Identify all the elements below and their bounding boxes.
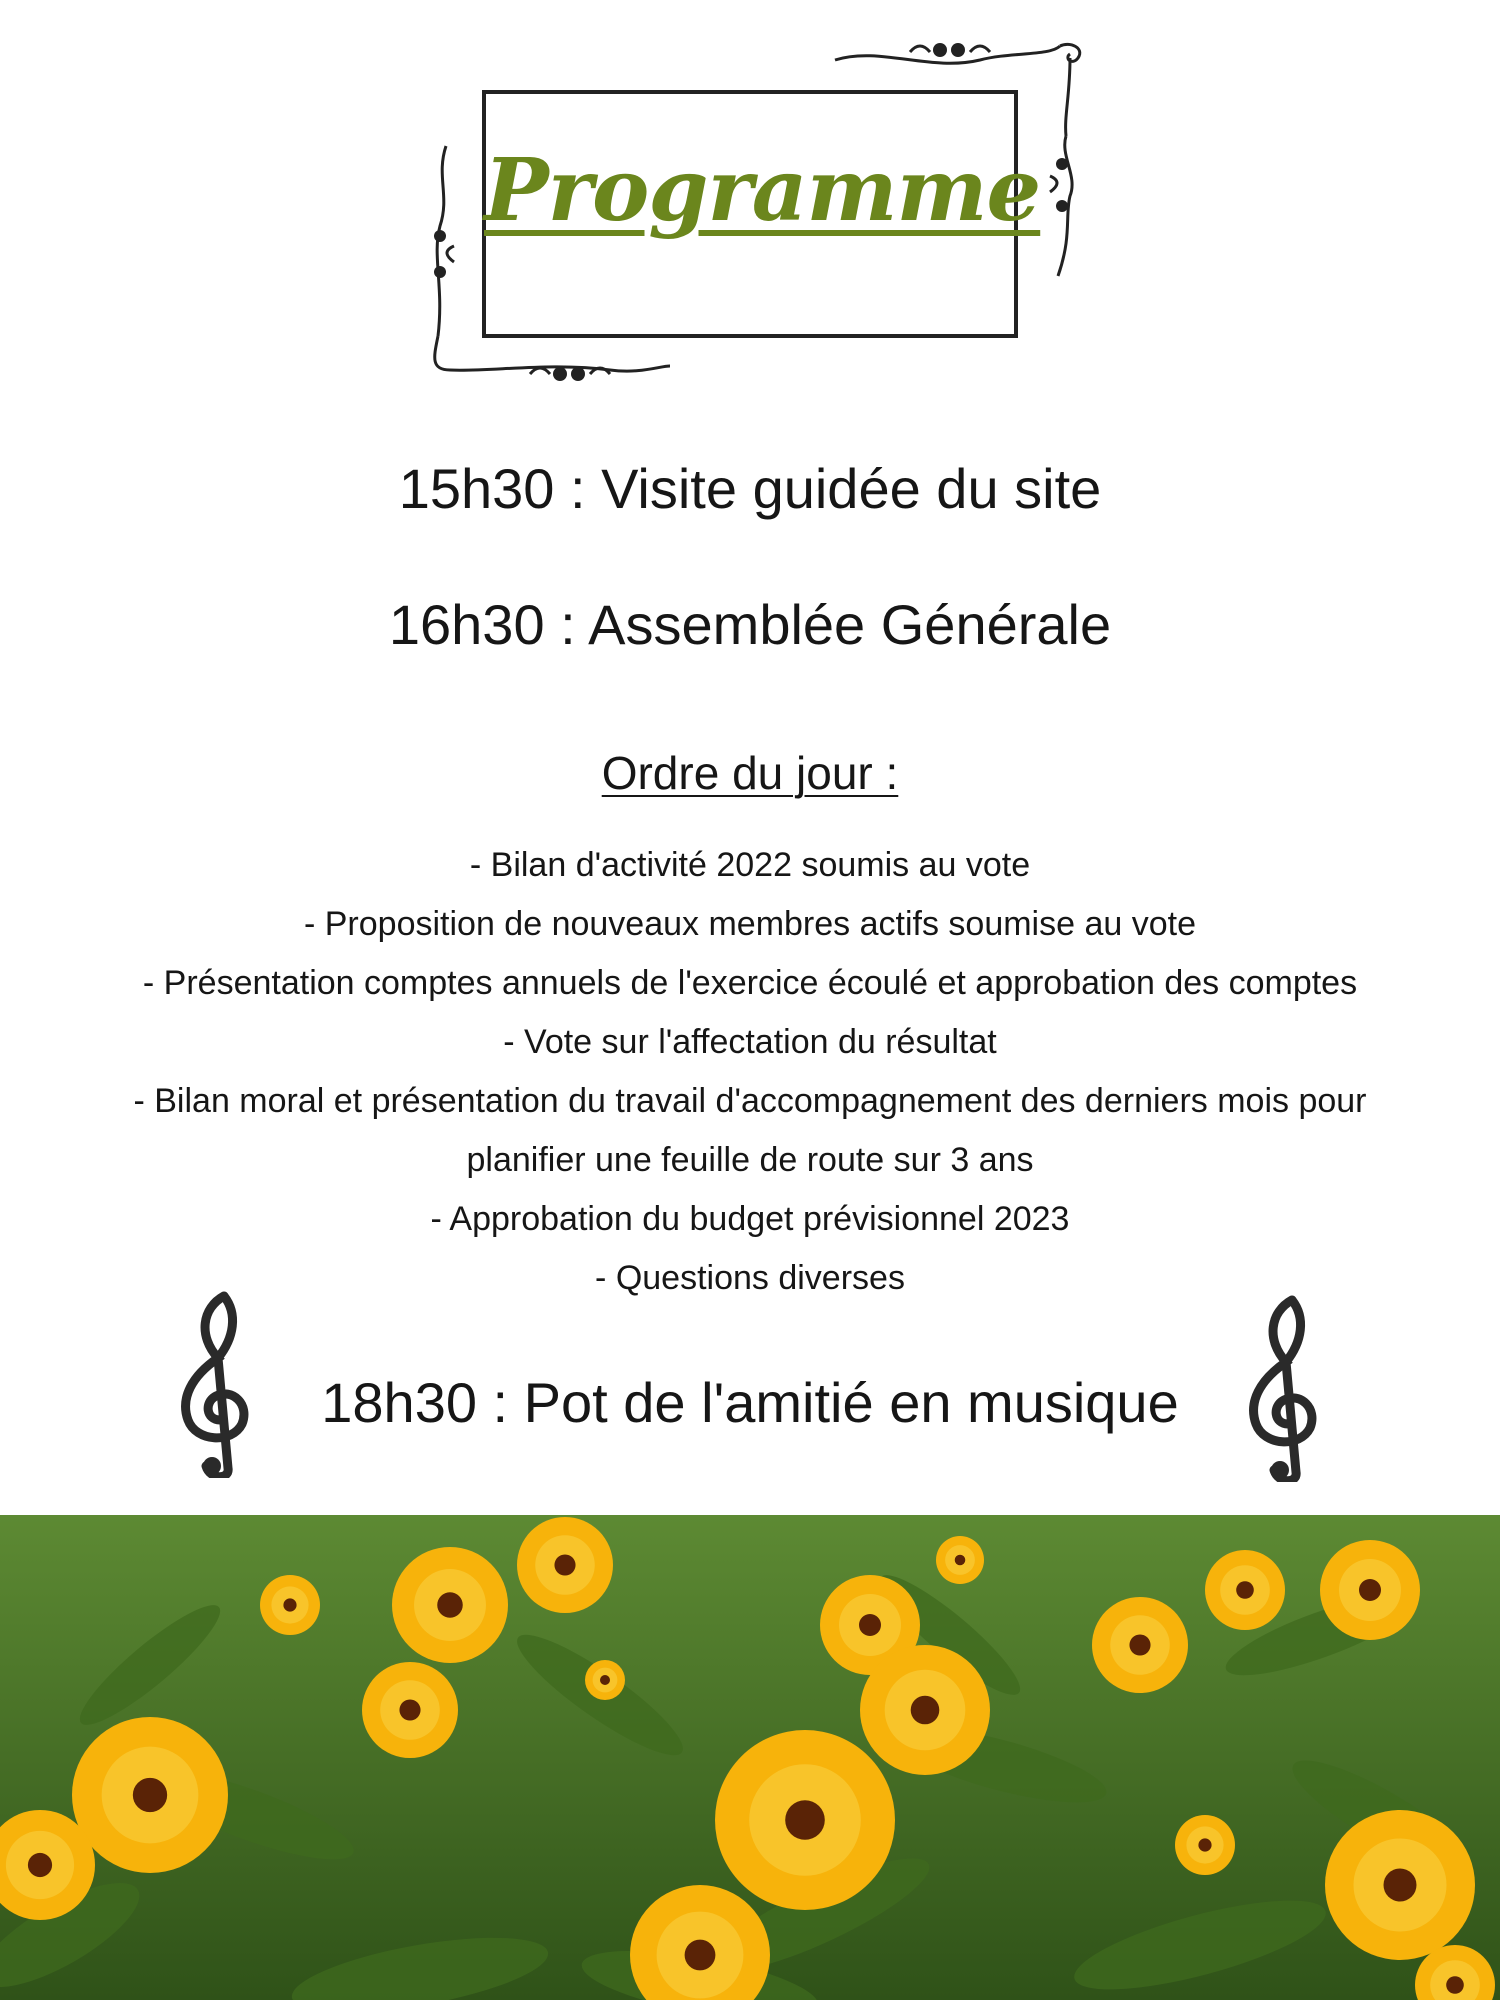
list-item: - Présentation comptes annuels de l'exercice écoulé et approbation des comptes xyxy=(142,964,1358,1002)
list-item: - Approbation du budget prévisionnel 2023 xyxy=(430,1200,1070,1238)
yellow-flowers-photo xyxy=(0,1515,1500,2000)
list-item: - Bilan moral et présentation du travail d'accompagnement des derniers mois pour xyxy=(133,1082,1367,1120)
list-item: planifier une feuille de route sur 3 ans xyxy=(466,1141,1034,1179)
schedule-item-drinks: 18h30 : Pot de l'amitié en musique xyxy=(321,1371,1179,1434)
treble-clef-icon xyxy=(1240,1292,1330,1482)
list-item: - Proposition de nouveaux membres actifs soumise au vote xyxy=(303,905,1196,943)
agenda-title: Ordre du jour : xyxy=(601,747,899,799)
page-title: Programme xyxy=(484,140,1041,241)
list-item: - Questions diverses xyxy=(595,1259,905,1297)
list-item: - Bilan d'activité 2022 soumis au vote xyxy=(469,846,1031,884)
agenda-list xyxy=(0,836,1500,1308)
schedule-item-assembly: 16h30 : Assemblée Générale xyxy=(388,593,1112,656)
list-item: - Vote sur l'affectation du résultat xyxy=(503,1023,997,1061)
schedule-item-visit: 15h30 : Visite guidée du site xyxy=(398,457,1102,520)
